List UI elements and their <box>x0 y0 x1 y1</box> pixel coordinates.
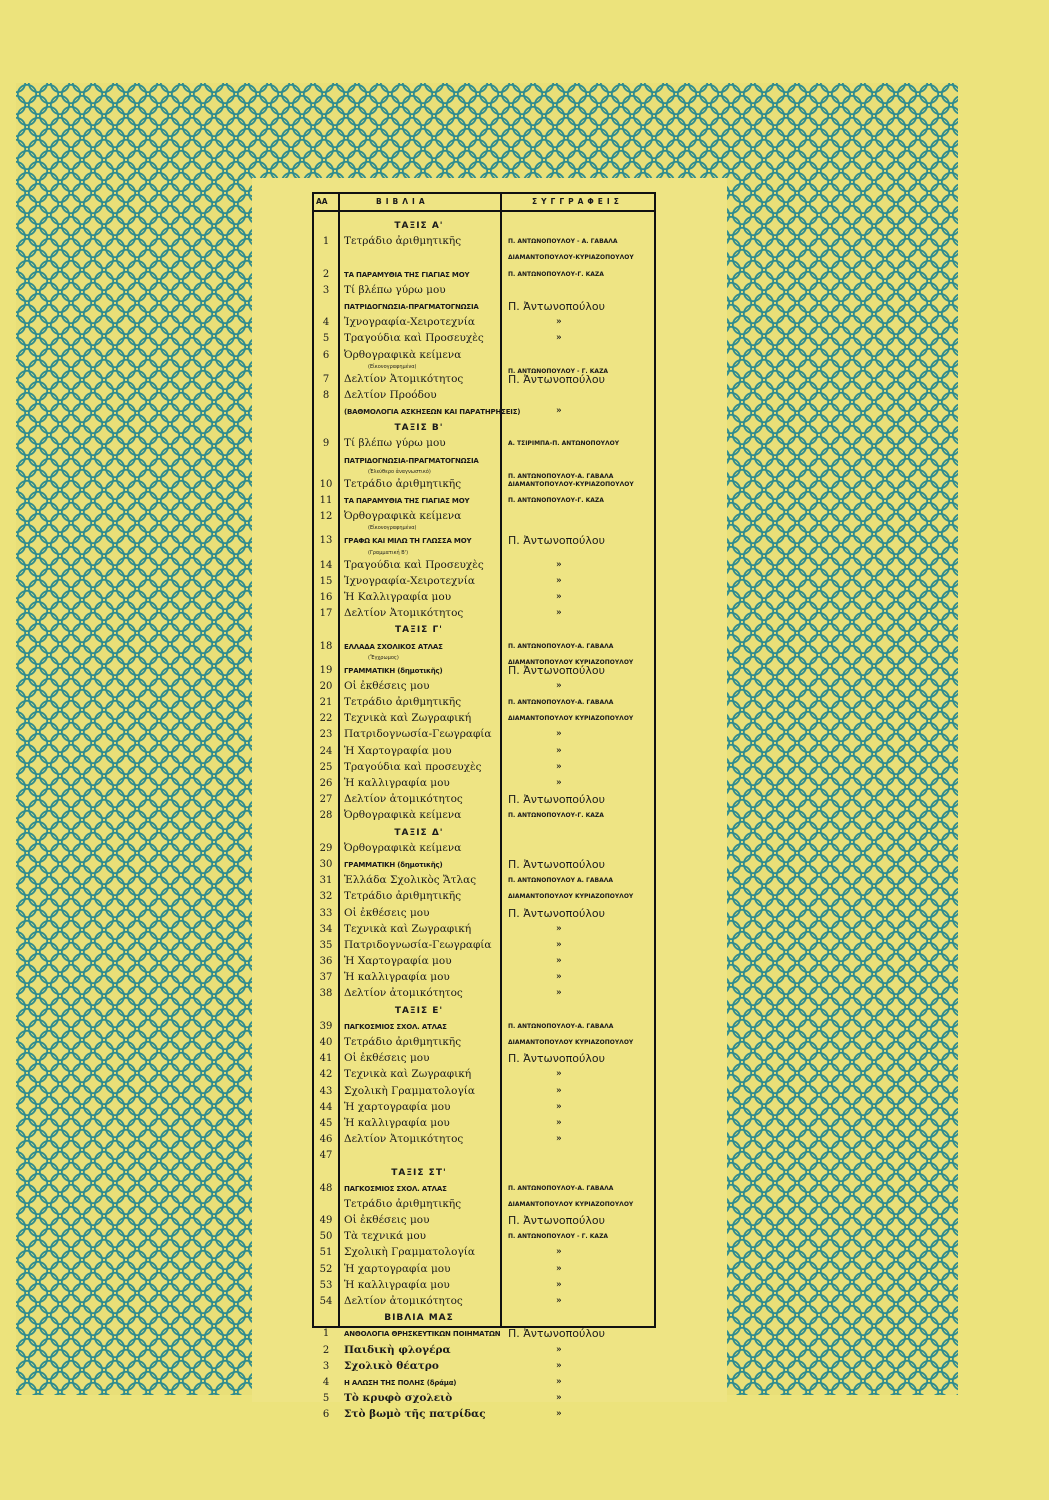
table-row <box>314 841 654 857</box>
table-row <box>314 1181 654 1197</box>
row-number: 42 <box>319 1069 333 1081</box>
book-title: ΓΡΑΜΜΑΤΙΚΗ (δημοτικῆς) <box>344 666 443 675</box>
row-number: 9 <box>322 438 330 450</box>
table-row <box>314 315 654 331</box>
book-author: Π. Ἀντωνοπούλου <box>508 372 605 386</box>
row-number: 36 <box>319 956 333 968</box>
book-title: Τεχνικὰ καὶ Ζωγραφική <box>344 922 472 935</box>
row-number: 11 <box>319 495 333 506</box>
row-number: 4 <box>322 1376 330 1388</box>
book-author: » <box>556 1409 562 1420</box>
header-authors: ΣΥΓΓΡΑΦΕΙΣ <box>532 197 623 206</box>
book-title: Ἡ καλλιγραφία μου <box>344 971 450 984</box>
row-number: 19 <box>319 664 333 676</box>
table-row <box>314 1019 654 1035</box>
book-title: Τετράδιο ἀριθμητικῆς <box>344 477 462 490</box>
header-aa: ΑΑ <box>316 197 328 206</box>
book-author: Π. Ἀντωνοπούλου <box>508 857 605 871</box>
book-list-table <box>312 192 656 1421</box>
table-row <box>314 574 654 590</box>
table-row <box>314 606 654 622</box>
table-row <box>314 1035 654 1051</box>
table-row <box>314 590 654 606</box>
book-title: Τραγούδια καὶ Προσευχὲς <box>344 332 484 345</box>
row-number: 25 <box>319 761 333 773</box>
book-title: ΠΑΤΡΙΔΟΓΝΩΣΙΑ-ΠΡΑΓΜΑΤΟΓΝΩΣΙΑ <box>344 456 479 465</box>
section-heading-row <box>314 420 654 436</box>
book-author: » <box>556 761 562 772</box>
book-author: » <box>556 1101 562 1112</box>
table-row <box>314 954 654 970</box>
book-author: » <box>556 559 562 570</box>
row-number: 33 <box>319 907 333 919</box>
table-row <box>314 1229 654 1245</box>
table-row <box>314 348 654 364</box>
book-author: » <box>556 1296 562 1306</box>
row-number: 8 <box>322 389 330 401</box>
table-subrow <box>314 468 654 480</box>
row-number: 18 <box>319 640 333 652</box>
table-row <box>314 873 654 889</box>
table-row <box>314 744 654 760</box>
book-title: Σχολικὸ θέατρο <box>344 1359 439 1372</box>
book-title: ΠΑΓΚΟΣΜΙΟΣ ΣΧΟΛ. ΑΤΛΑΣ <box>344 1184 447 1193</box>
book-author: ΔΙΑΜΑΝΤΟΠΟΥΛΟΥ-ΚΥΡΙΑΖΟΠΟΥΛΟΥ <box>508 480 634 488</box>
table-row <box>314 1051 654 1067</box>
book-author: Π. Ἀντωνοπούλου <box>508 534 605 548</box>
book-title: Ἡ καλλιγραφία μου <box>344 1278 450 1291</box>
table-row <box>314 922 654 938</box>
book-author: Π. Ἀντωνοπούλου <box>508 1327 605 1341</box>
book-author: » <box>556 729 562 740</box>
book-title: Σχολικὴ Γραμματολογία <box>344 1084 475 1097</box>
table-subrow <box>314 525 654 533</box>
table-subrow <box>314 550 654 558</box>
row-number: 40 <box>319 1037 333 1048</box>
row-number: 17 <box>319 608 333 620</box>
table-row <box>314 1245 654 1261</box>
section-heading: ΒΙΒΛΙΑ ΜΑΣ <box>384 1313 454 1324</box>
table-row <box>314 1116 654 1132</box>
book-author: Π. Ἀντωνοπούλου <box>508 1052 605 1066</box>
table-row <box>314 808 654 824</box>
row-number: 51 <box>319 1247 333 1259</box>
row-number: 31 <box>319 875 333 887</box>
book-title: ΑΝΘΟΛΟΓΙΑ ΘΡΗΣΚΕΥΤΙΚΩΝ ΠΟΙΗΜΑΤΩΝ <box>344 1330 501 1339</box>
book-author: ΔΙΑΜΑΝΤΟΠΟΥΛΟΥ ΚΥΡΙΑΖΟΠΟΥΛΟΥ <box>508 1039 634 1046</box>
book-author: » <box>556 1117 562 1128</box>
row-number: 21 <box>319 697 333 709</box>
table-row <box>314 234 654 250</box>
book-title: Τετράδιο ἀριθμητικῆς <box>344 1197 462 1210</box>
book-title: Τεχνικὰ καὶ Ζωγραφική <box>344 712 472 725</box>
table-row <box>314 727 654 743</box>
table-row <box>314 639 654 655</box>
row-number: 38 <box>319 988 333 1000</box>
book-title: Δελτίον Ἀτομικότητος <box>344 372 464 385</box>
row-number: 46 <box>319 1134 333 1146</box>
book-title: Δελτίον ἀτομικότητος <box>344 793 463 806</box>
row-number: 44 <box>319 1101 333 1113</box>
row-number: 37 <box>319 972 333 984</box>
row-number: 30 <box>319 858 333 870</box>
table-row <box>314 1278 654 1294</box>
book-author: » <box>556 1247 562 1258</box>
section-heading-row <box>314 622 654 638</box>
book-title: Ὀρθογραφικὰ κείμενα <box>344 809 462 822</box>
row-number: 35 <box>319 939 333 951</box>
book-author: Π. ΑΝΤΩΝΟΠΟΥΛΟΥ - Γ. ΚΑΖΑ <box>508 367 609 375</box>
table-row <box>314 760 654 776</box>
book-author: » <box>556 939 562 950</box>
book-title: Πατριδογνωσία-Γεωγραφία <box>344 938 492 951</box>
section-heading: ΤΑΞΙΣ Γ' <box>395 625 443 636</box>
row-number: 34 <box>319 923 333 935</box>
row-number: 54 <box>319 1296 333 1307</box>
table-row <box>314 986 654 1002</box>
row-number: 49 <box>319 1215 333 1227</box>
row-number: 20 <box>319 680 333 692</box>
book-title: Δελτίον Ἀτομικότητος <box>344 1133 464 1146</box>
table-row <box>314 1132 654 1148</box>
book-title: Τί βλέπω γύρω μου <box>344 283 446 296</box>
row-number: 7 <box>322 373 330 385</box>
table-row <box>314 533 654 549</box>
book-title: Ὀρθογραφικὰ κείμενα <box>344 510 462 523</box>
table-row <box>314 493 654 509</box>
book-author: ΔΙΑΜΑΝΤΟΠΟΥΛΟΥ ΚΥΡΙΑΖΟΠΟΥΛΟΥ <box>508 715 634 723</box>
table-row <box>314 776 654 792</box>
row-number: 5 <box>322 333 330 345</box>
row-number: 15 <box>319 575 333 587</box>
book-author: » <box>556 778 562 788</box>
table-row <box>314 283 654 299</box>
section-heading: ΤΑΞΙΣ Δ' <box>394 827 444 838</box>
book-author: Α. ΤΣΙΡΙΜΠΑ-Π. ΑΝΤΩΝΟΠΟΥΛΟΥ <box>508 440 620 448</box>
book-author: » <box>556 317 562 328</box>
book-title: Τετράδιο ἀριθμητικῆς <box>344 235 462 248</box>
book-author: » <box>556 1279 562 1290</box>
table-row <box>314 695 654 711</box>
book-title: ΕΛΛΑΔΑ ΣΧΟΛΙΚΟΣ ΑΤΛΑΣ <box>344 642 443 651</box>
row-number: 14 <box>319 559 333 571</box>
book-title: Δελτίον ἀτομικότητος <box>344 1295 463 1307</box>
row-number: 24 <box>319 745 333 757</box>
book-title: Τραγούδια καὶ Προσευχὲς <box>344 558 484 571</box>
book-title: Τετράδιο ἀριθμητικῆς <box>344 890 462 903</box>
book-title: Οἱ ἐκθέσεις μου <box>344 1214 430 1227</box>
row-number: 53 <box>319 1279 333 1291</box>
table-row <box>314 1100 654 1116</box>
table-subrow <box>314 654 654 666</box>
book-title: Δελτίον Προόδου <box>344 388 437 401</box>
row-number: 48 <box>319 1182 333 1194</box>
book-title: Ἡ Χαρτογραφία μου <box>344 744 452 757</box>
row-number: 22 <box>319 713 333 725</box>
book-title: Ἡ Χαρτογραφία μου <box>344 955 452 968</box>
table-row <box>314 889 654 905</box>
book-author: » <box>556 591 562 602</box>
book-author: » <box>556 1360 562 1371</box>
section-heading: ΤΑΞΙΣ Β' <box>394 423 444 434</box>
table-row <box>314 331 654 347</box>
book-author: Π. Ἀντωνοπούλου <box>508 906 605 920</box>
table-row <box>314 1294 654 1310</box>
row-number: 43 <box>319 1085 333 1097</box>
row-number: 26 <box>319 778 333 789</box>
table-row <box>314 938 654 954</box>
book-author: » <box>556 1344 562 1355</box>
section-heading: ΤΑΞΙΣ Ε' <box>394 1005 444 1016</box>
book-title: Τετράδιο ἀριθμητικῆς <box>344 696 462 709</box>
row-number: 5 <box>322 1393 330 1405</box>
row-number: 50 <box>319 1231 333 1243</box>
book-author: » <box>556 988 562 999</box>
section-heading-row <box>314 825 654 841</box>
book-author: Π. Ἀντωνοπούλου <box>508 793 605 807</box>
book-author: Π. Ἀντωνοπούλου <box>508 1214 605 1228</box>
book-title: Ἡ καλλιγραφία μου <box>344 1116 450 1129</box>
book-author: » <box>556 1376 562 1387</box>
section-heading-row <box>314 1003 654 1019</box>
table-row <box>314 857 654 873</box>
table-row <box>314 1084 654 1100</box>
table-row <box>314 388 654 404</box>
table-subrow <box>314 363 654 375</box>
book-title: (Ἔγχρωμος) <box>368 654 399 661</box>
table-row <box>314 906 654 922</box>
book-title: Δελτίον Ἀτομικότητος <box>344 607 464 620</box>
book-title: Ἡ χαρτογραφία μου <box>344 1100 451 1113</box>
table-row <box>314 1067 654 1083</box>
book-title: Η ΑΛΩΣΗ ΤΗΣ ΠΟΛΗΣ (δράμα) <box>344 1378 457 1387</box>
book-author: » <box>556 1069 562 1080</box>
book-author: Π. ΑΝΤΩΝΟΠΟΥΛΟΥ-Α. ΓΑΒΑΛΑ <box>508 472 614 480</box>
row-number: 4 <box>322 317 330 329</box>
book-title: ΓΡΑΦΩ ΚΑΙ ΜΙΛΩ ΤΗ ΓΛΩΣΣΑ ΜΟΥ <box>344 537 472 546</box>
book-title: (Ἐλεύθερο ἀναγνωστικό) <box>368 468 431 475</box>
table-row <box>314 509 654 525</box>
book-author: Π. ΑΝΤΩΝΟΠΟΥΛΟΥ - Α. ΓΑΒΑΛΑ <box>508 238 618 246</box>
table-row <box>314 372 654 388</box>
book-title: (Εἰκονογραφημένα) <box>368 363 417 370</box>
row-number: 28 <box>319 810 333 822</box>
table-row <box>314 558 654 574</box>
book-author: Π. ΑΝΤΩΝΟΠΟΥΛΟΥ-Α. ΓΑΒΑΛΑ <box>508 1022 614 1030</box>
row-number: 3 <box>322 284 330 296</box>
table-row <box>314 1391 654 1407</box>
row-number: 27 <box>319 794 333 806</box>
section-heading-row <box>314 1165 654 1181</box>
book-title: Οἱ ἐκθέσεις μου <box>344 679 430 692</box>
table-row <box>314 1407 654 1423</box>
book-author: » <box>556 608 562 619</box>
table-row <box>314 711 654 727</box>
table-row <box>314 299 654 315</box>
table-row <box>314 477 654 493</box>
book-author: » <box>556 406 562 417</box>
book-author: » <box>556 956 562 967</box>
section-heading-row <box>314 1310 654 1326</box>
row-number: 2 <box>322 1344 330 1356</box>
book-author: Π. Ἀντωνοπούλου <box>508 663 605 677</box>
table-row <box>314 436 654 452</box>
book-title: (ΒΑΘΜΟΛΟΓΙΑ ΑΣΚΗΣΕΩΝ ΚΑΙ ΠΑΡΑΤΗΡΗΣΕΙΣ) <box>344 408 521 417</box>
book-title: Τεχνικὰ καὶ Ζωγραφική <box>344 1068 472 1081</box>
row-number: 47 <box>319 1150 333 1162</box>
book-author: » <box>556 680 562 691</box>
row-number: 6 <box>322 1409 330 1421</box>
table-body <box>314 218 654 1424</box>
book-author: » <box>556 1085 562 1096</box>
book-author: » <box>556 745 562 756</box>
row-number: 29 <box>319 842 333 854</box>
row-number: 1 <box>322 236 330 248</box>
row-number: 41 <box>319 1053 333 1065</box>
book-author: » <box>556 972 562 983</box>
book-author: » <box>556 1263 562 1274</box>
section-heading-row <box>314 218 654 234</box>
row-number: 3 <box>322 1360 330 1372</box>
row-number: 2 <box>322 268 330 280</box>
book-title: Παιδικὴ φλογέρα <box>344 1343 451 1356</box>
book-title: Ἑλλάδα Σχολικὸς Ἄτλας <box>344 874 477 887</box>
table-row <box>314 1197 654 1213</box>
book-title: ΤΑ ΠΑΡΑΜΥΘΙΑ ΤΗΣ ΓΙΑΓΙΑΣ ΜΟΥ <box>344 270 470 279</box>
book-author: Π. ΑΝΤΩΝΟΠΟΥΛΟΥ-Γ. ΚΑΖΑ <box>508 270 604 278</box>
header-books: ΒΙΒΛΙΑ <box>376 197 429 206</box>
book-title: ΤΑ ΠΑΡΑΜΥΘΙΑ ΤΗΣ ΓΙΑΓΙΑΣ ΜΟΥ <box>344 497 470 505</box>
row-number: 6 <box>322 349 330 361</box>
table-header <box>314 194 654 212</box>
row-number: 12 <box>319 511 333 523</box>
book-author: Π. Ἀντωνοπούλου <box>508 299 605 313</box>
book-author: » <box>556 575 562 586</box>
book-title: Τὰ τεχνικά μου <box>344 1230 427 1243</box>
section-heading: ΤΑΞΙΣ ΣΤ' <box>391 1167 447 1178</box>
book-author: ΔΙΑΜΑΝΤΟΠΟΥΛΟΥ ΚΥΡΙΑΖΟΠΟΥΛΟΥ <box>508 1200 634 1208</box>
book-title: Οἱ ἐκθέσεις μου <box>344 906 430 919</box>
book-author: Π. ΑΝΤΩΝΟΠΟΥΛΟΥ-Α. ΓΑΒΑΛΑ <box>508 1184 614 1192</box>
row-number: 32 <box>319 891 333 903</box>
table-row <box>314 404 654 420</box>
book-title: Ἡ Καλλιγραφία μου <box>344 590 452 603</box>
book-author: ΔΙΑΜΑΝΤΟΠΟΥΛΟΥ ΚΥΡΙΑΖΟΠΟΥΛΟΥ <box>508 893 634 901</box>
book-title: Δελτίον ἀτομικότητος <box>344 987 463 1000</box>
book-author: Π. ΑΝΤΩΝΟΠΟΥΛΟΥ - Γ. ΚΑΖΑ <box>508 1233 609 1241</box>
book-author: Π. ΑΝΤΩΝΟΠΟΥΛΟΥ-Γ. ΚΑΖΑ <box>508 812 604 820</box>
table-row <box>314 1375 654 1391</box>
book-author: » <box>556 333 562 344</box>
book-author: » <box>556 923 562 934</box>
table-row <box>314 679 654 695</box>
book-title: Ἡ καλλιγραφία μου <box>344 777 450 789</box>
book-title: Τετράδιο ἀριθμητικῆς <box>344 1036 462 1048</box>
section-heading: ΤΑΞΙΣ Α' <box>394 221 444 231</box>
row-number: 52 <box>319 1263 333 1275</box>
book-author: ΔΙΑΜΑΝΤΟΠΟΥΛΟΥ ΚΥΡΙΑΖΟΠΟΥΛΟΥ <box>508 658 634 666</box>
table-row <box>314 663 654 679</box>
book-title: Πατριδογνωσία-Γεωγραφία <box>344 728 492 741</box>
table-row <box>314 1213 654 1229</box>
row-number: 10 <box>319 478 333 490</box>
book-title: ΓΡΑΜΜΑΤΙΚΗ (δημοτικῆς) <box>344 860 443 869</box>
book-title: ΠΑΓΚΟΣΜΙΟΣ ΣΧΟΛ. ΑΤΛΑΣ <box>344 1022 447 1031</box>
book-title: Σχολικὴ Γραμματολογία <box>344 1246 475 1259</box>
table-row <box>314 1326 654 1342</box>
row-number: 39 <box>319 1020 333 1032</box>
book-title: (Γραμματική Β') <box>368 549 409 556</box>
book-title: Τὸ κρυφὸ σχολειὸ <box>344 1392 453 1405</box>
book-title: Ἰχνογραφία-Χειροτεχνία <box>344 316 475 329</box>
table-row <box>314 267 654 283</box>
row-number: 16 <box>319 591 333 603</box>
table-row <box>314 1148 654 1164</box>
book-title: Ὀρθογραφικὰ κείμενα <box>344 841 462 854</box>
table-row <box>314 970 654 986</box>
book-title: Ὀρθογραφικὰ κείμενα <box>344 348 462 361</box>
book-title: Τραγούδια καὶ προσευχὲς <box>344 760 482 773</box>
book-author: Π. ΑΝΤΩΝΟΠΟΥΛΟΥ-Γ. ΚΑΖΑ <box>508 497 604 504</box>
book-author: ΔΙΑΜΑΝΤΟΠΟΥΛΟΥ-ΚΥΡΙΑΖΟΠΟΥΛΟΥ <box>508 254 634 262</box>
row-number: 23 <box>319 729 333 741</box>
table-row <box>314 453 654 469</box>
book-title: ΠΑΤΡΙΔΟΓΝΩΣΙΑ-ΠΡΑΓΜΑΤΟΓΝΩΣΙΑ <box>344 302 479 311</box>
book-author: Π. ΑΝΤΩΝΟΠΟΥΛΟΥ Α. ΓΑΒΑΛΑ <box>508 877 613 885</box>
table-row <box>314 1359 654 1375</box>
book-title: Στὸ βωμὸ τῆς πατρίδας <box>344 1408 486 1421</box>
table-row <box>314 1343 654 1359</box>
book-title: Ἡ χαρτογραφία μου <box>344 1262 451 1275</box>
book-title: Ἰχνογραφία-Χειροτεχνία <box>344 574 475 587</box>
book-author: Π. ΑΝΤΩΝΟΠΟΥΛΟΥ-Α. ΓΑΒΑΛΑ <box>508 642 614 650</box>
book-title: (Εἰκονογραφημένα) <box>368 525 417 532</box>
book-author: » <box>556 1393 562 1404</box>
row-number: 1 <box>322 1328 330 1340</box>
book-author: » <box>556 1134 562 1145</box>
table-row <box>314 250 654 266</box>
book-author: Π. ΑΝΤΩΝΟΠΟΥΛΟΥ-Α. ΓΑΒΑΛΑ <box>508 699 614 707</box>
table-row <box>314 792 654 808</box>
book-title: Οἱ ἐκθέσεις μου <box>344 1052 430 1065</box>
book-title: Τί βλέπω γύρω μου <box>344 437 446 450</box>
table-row <box>314 1262 654 1278</box>
row-number: 13 <box>319 535 333 547</box>
row-number: 45 <box>319 1117 333 1129</box>
